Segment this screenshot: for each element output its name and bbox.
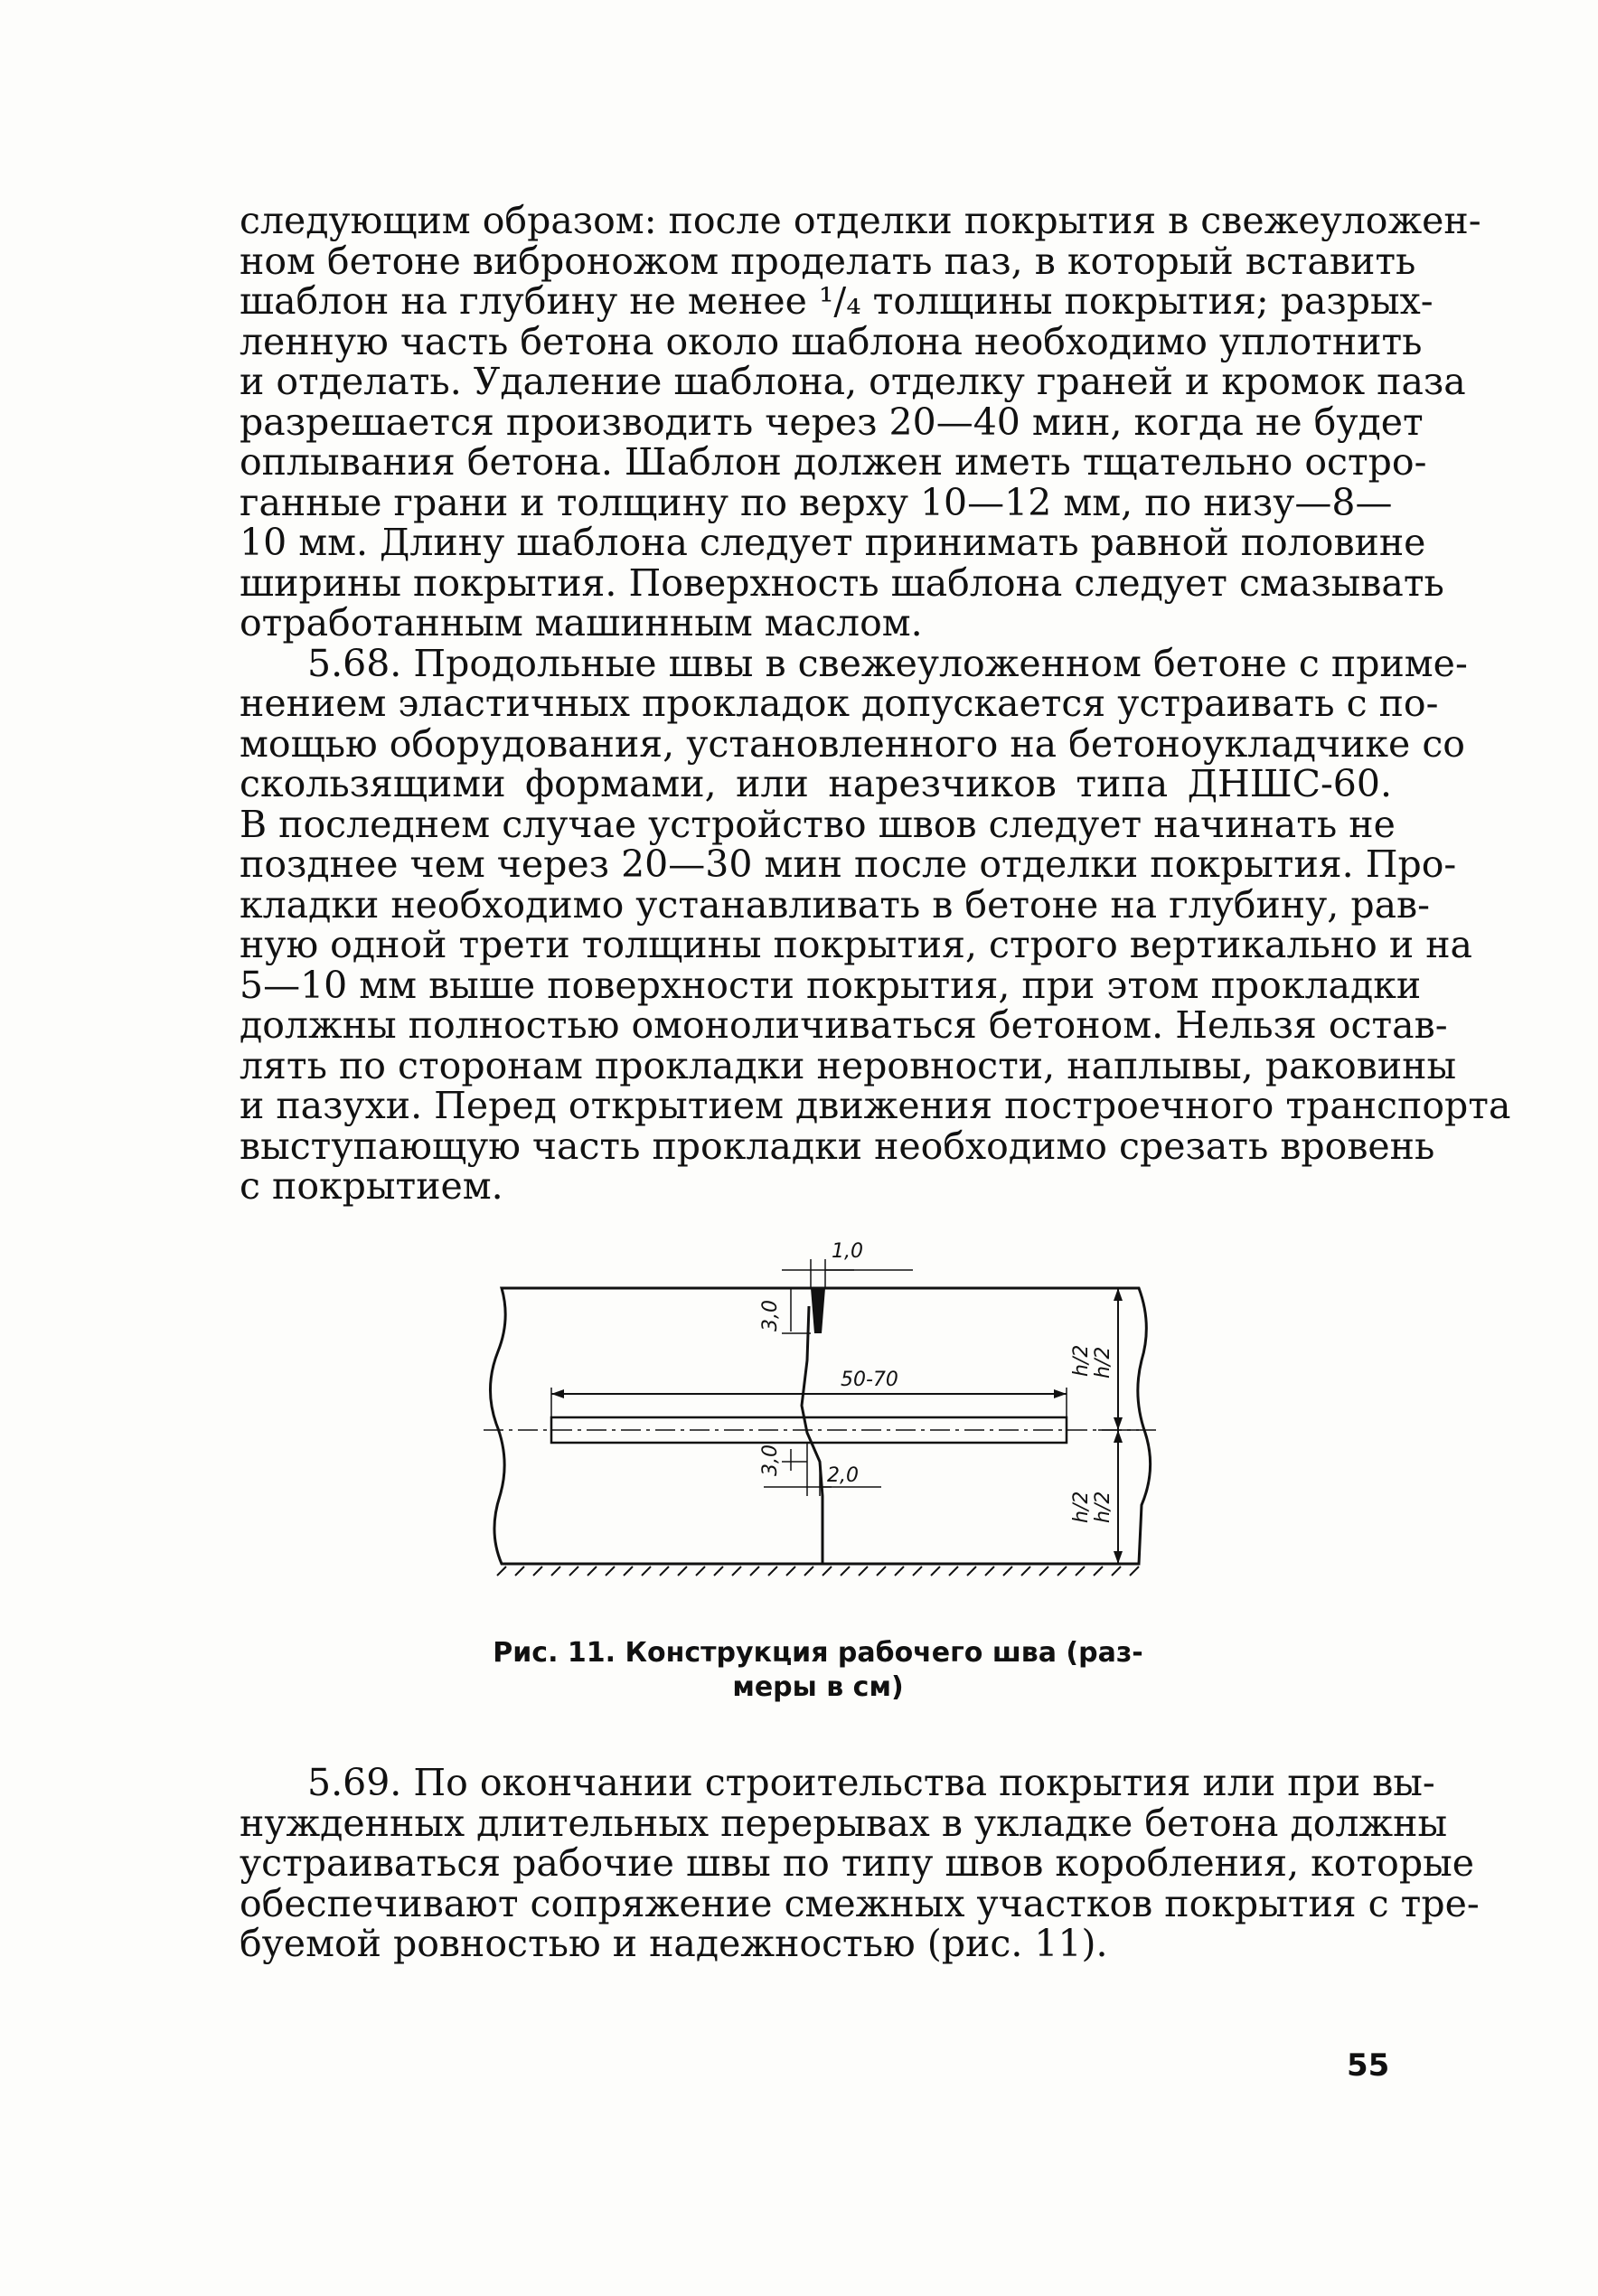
text-line: лять по сторонам прокладки неровности, наплывы, раковины — [240, 1043, 1457, 1087]
paragraph-5-69 — [240, 1761, 1480, 1965]
figure-caption — [488, 1636, 1148, 1705]
text-line: скользящими формами, или нарезчиков типа ДНШС-60. — [240, 762, 1392, 805]
text-line: с покрытием. — [240, 1164, 503, 1208]
text-line: ную одной трети толщины покрытия, строго вертикально и на — [240, 923, 1472, 966]
dim-label-top-width: 1,0 — [832, 1240, 863, 1263]
text-line: и пазухи. Перед открытием движения построечного транспорта — [240, 1084, 1511, 1127]
working-joint-figure — [465, 1225, 1170, 1604]
text-line: ном бетоне виброножом проделать паз, в который вставить — [240, 239, 1416, 283]
dim-label-side-top: h/2 — [1070, 1344, 1093, 1377]
dim-label-half-thickness-top: h/2 — [1092, 1346, 1114, 1379]
text-line: позднее чем через 20—30 мин после отделки покрытия. Про- — [240, 842, 1457, 886]
dim-label-side-bottom: h/2 — [1070, 1491, 1093, 1523]
text-line: и отделать. Удаление шаблона, отделку граней и кромок паза — [240, 360, 1466, 403]
dim-label-half-thickness-bottom: h/2 — [1092, 1491, 1114, 1523]
page-number: 55 — [1347, 2047, 1390, 2084]
caption-line: меры в см) — [732, 1671, 904, 1703]
working-joint-drawing — [465, 1225, 1170, 1604]
text-line: оплывания бетона. Шаблон должен иметь тщательно остро- — [240, 440, 1427, 484]
text-line: нужденных длительных перерывах в укладке бетона должны — [240, 1801, 1448, 1845]
dim-label-lower-depth: 3,0 — [759, 1444, 782, 1476]
text-line: ганные грани и толщину по верху 10—12 мм, по низу—8— — [240, 480, 1393, 524]
text-line: кладки необходимо устанавливать в бетоне на глубину, рав- — [240, 882, 1430, 927]
paragraph-5-67-continuation — [240, 199, 1511, 1208]
text-line: разрешается производить через 20—40 мин, когда не будет — [240, 400, 1424, 444]
text-line: 5—10 мм выше поверхности покрытия, при этом прокладки — [240, 963, 1422, 1007]
text-line: шаблон на глубину не менее ¹/₄ толщины покрытия; разрых- — [240, 279, 1434, 323]
text-line: обеспечивают сопряжение смежных участков покрытия с тре- — [240, 1881, 1480, 1925]
text-line: устраиваться рабочие швы по типу швов коробления, которые — [240, 1841, 1474, 1885]
text-line: 10 мм. Длину шаблона следует принимать равной половине — [240, 521, 1426, 564]
text-line: следующим образом: после отделки покрытия в свежеуложен- — [240, 199, 1481, 242]
text-line: ленную часть бетона около шаблона необходимо уплотнить — [240, 319, 1423, 363]
dim-label-top-depth: 3,0 — [759, 1300, 782, 1331]
ground-hatching — [497, 1567, 1139, 1576]
text-line: 5.68. Продольные швы в свежеуложенном бетоне с приме- — [307, 641, 1468, 685]
joint-line — [802, 1306, 822, 1564]
dim-label-lower-offset: 2,0 — [827, 1464, 859, 1487]
caption-line: Рис. 11. Конструкция рабочего шва (раз- — [493, 1637, 1143, 1669]
text-line: 5.69. По окончании строительства покрытия или при вы- — [307, 1761, 1435, 1804]
text-line: отработанным машинным маслом. — [240, 601, 923, 645]
text-line: мощью оборудования, установленного на бетоноукладчике со — [240, 721, 1465, 766]
text-line: буемой ровностью и надежностью (рис. 11). — [240, 1922, 1108, 1965]
joint-groove — [811, 1288, 825, 1333]
text-line: выступающую часть прокладки необходимо срезать вровень — [240, 1124, 1435, 1168]
text-line: В последнем случае устройство швов следует начинать не — [240, 802, 1396, 846]
text-line: ширины покрытия. Поверхность шаблона следует смазывать — [240, 560, 1444, 605]
dim-label-dowel-length: 50-70 — [841, 1369, 898, 1391]
text-line: должны полностью омоноличиваться бетоном. Нельзя остав- — [240, 1003, 1448, 1047]
text-line: нением эластичных прокладок допускается устраивать с по- — [240, 682, 1439, 725]
